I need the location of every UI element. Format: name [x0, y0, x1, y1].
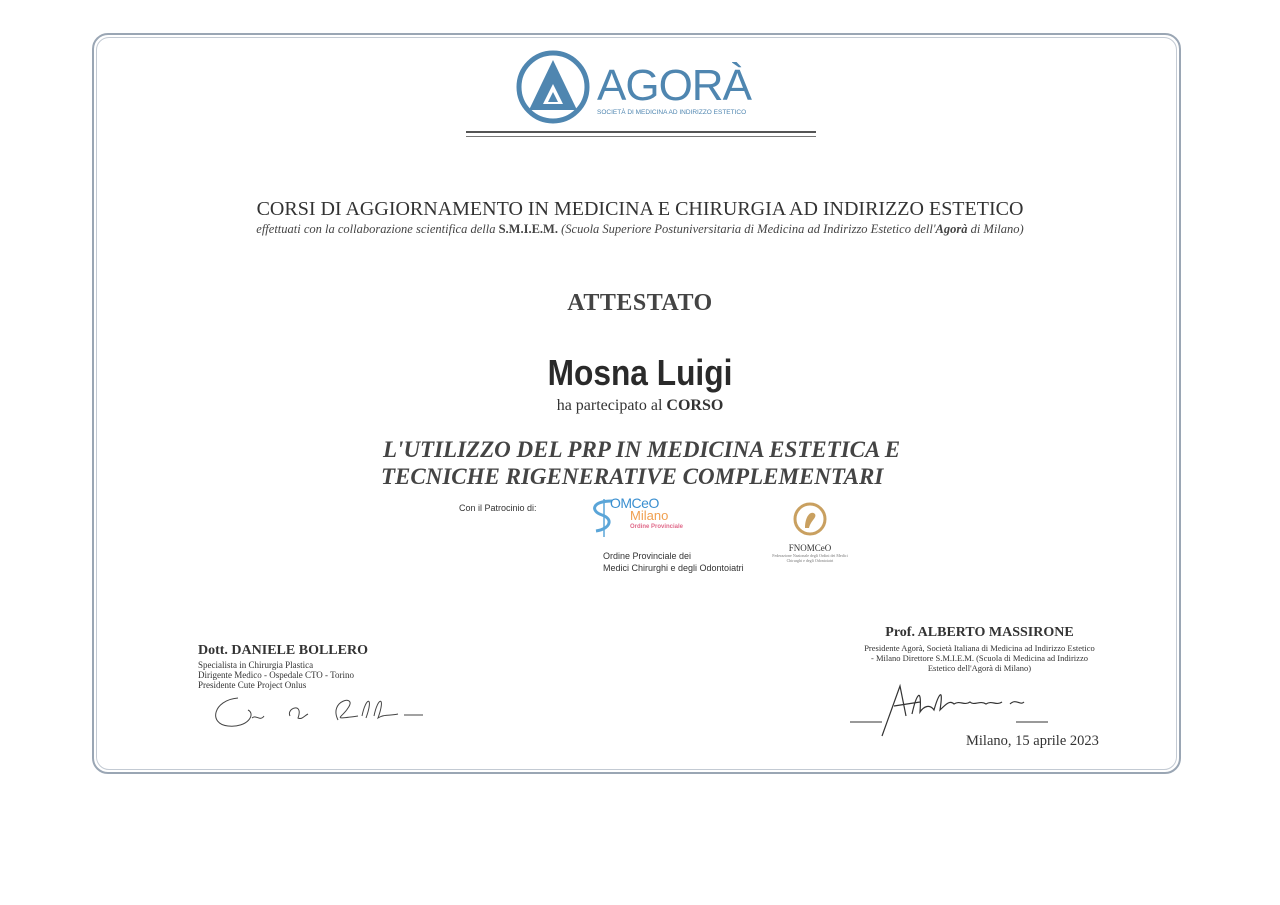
signatory-right-title: Presidente Agorà, Società Italiana di Medicina ad Indirizzo Estetico - Milano Direttore S.M.I.E.M. (Scuola di Medicina ad Indirizzo Estetico dell'Agorà di Milano): [864, 643, 1095, 673]
signatory-left-name: Dott. DANIELE BOLLERO: [198, 643, 368, 658]
svg-text:AGORÀ: AGORÀ: [597, 61, 751, 110]
signatory-right-name: Prof. ALBERTO MASSIRONE: [885, 625, 1074, 640]
issue-date: Milano, 15 aprile 2023: [966, 733, 1099, 749]
patronage-label: Con il Patrocinio di:: [459, 503, 537, 513]
collaboration-note: effettuati con la collaborazione scientifica della S.M.I.E.M. (Scuola Superiore Postuniversitaria di Medicina ad Indirizzo Estetico dell'Agorà di Milano): [256, 222, 1024, 236]
fnomceo-logo: FNOMCeO Federazione Nazionale degli Ordini dei Medici Chirurghi e degli Odontoiatri: [770, 502, 850, 563]
participation-text: ha partecipato al CORSO: [556, 397, 724, 414]
signature-left: [208, 690, 428, 732]
agora-logo: [515, 50, 765, 125]
signature-right: [850, 676, 1050, 740]
course-name-line2: TECNICHE RIGENERATIVE COMPLEMENTARI: [381, 464, 884, 489]
divider: [466, 136, 816, 137]
omceo-logo: OMCeO Milano Ordine Provinciale: [590, 495, 710, 540]
omceo-description: Ordine Provinciale dei Medici Chirurghi e degli Odontoiatri: [603, 551, 744, 573]
course-series-title: CORSI DI AGGIORNAMENTO IN MEDICINA E CHIRURGIA AD INDIRIZZO ESTETICO: [256, 198, 1024, 220]
course-name-line1: L'UTILIZZO DEL PRP IN MEDICINA ESTETICA E: [383, 437, 901, 462]
signatory-left-title: Specialista in Chirurgia Plastica Dirigente Medico - Ospedale CTO - Torino Presidente Cute Project Onlus: [198, 660, 355, 690]
recipient-name: Mosna Luigi: [547, 352, 733, 393]
certificate-title: ATTESTATO: [567, 290, 713, 316]
svg-text:SOCIETÀ DI MEDICINA AD INDIRIZ: SOCIETÀ DI MEDICINA AD INDIRIZZO ESTETICO: [597, 109, 747, 116]
divider: [466, 131, 816, 133]
